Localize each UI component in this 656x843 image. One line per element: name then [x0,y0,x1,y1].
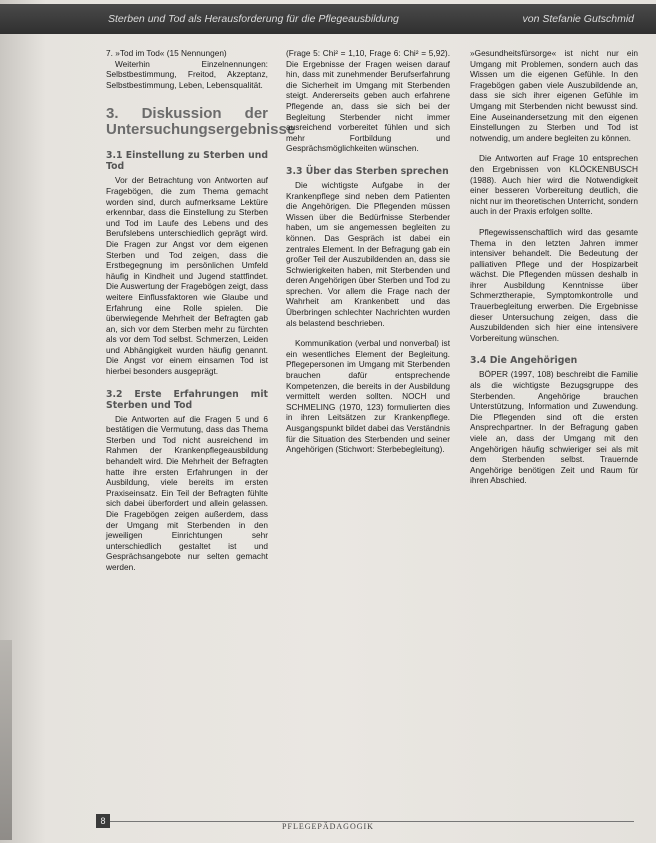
running-head [0,4,656,34]
subsection-heading: 3.2 Erste Erfahrungen mit Sterben und Tod [106,388,268,411]
paragraph: Die Antworten auf die Fragen 5 und 6 bestätigen die Vermutung, dass das Thema Sterben und Tod nicht ausreichend im Rahmen der Krankenpflegeausbildung behandelt wird. Die Mehrheit der Befragten hatte ihre ersten Erfahrungen in der Ausbildung, viele bereits im ersten Praxiseinsatz. Ein Teil der Befragten fühlte sich dabei überfordert und allein gelassen. Die Fragebögen zeigen außerdem, dass der Umgang mit Sterbenden in den jeweiligen Einrichtungen sehr unterschiedlich gestaltet ist und Gesprächsangebote nur selten gemacht werden. [106,413,268,572]
column-2 [286,48,450,455]
paragraph: BÖPER (1997, 108) beschreibt die Familie als die wichtigste Bezugsgruppe des Sterbenden. Angehörige brauchen Unterstützung, Information und Zuwendung. Die Pflegenden sind oft die ersten Ansprechpartner. In der Befragung gaben viele an, dass der Umgang mit den Angehörigen häufig schwieriger sei als mit dem Sterbenden selbst. Trauernde Angehörige benötigen Zeit und Raum für ihren Abschied. [470,369,638,486]
section-heading: 3. Diskussion der Untersuchungsergebnisse [106,105,296,139]
journal-name: PFLEGEPÄDAGOGIK [282,822,374,831]
paragraph: »Gesundheitsfürsorge« ist nicht nur ein Umgang mit Problemen, sondern auch das Wissen um die eigenen Gefühle. In den Fragebögen gaben viele Auszubildende an, dass sie sich ihrer eigenen Gefühle im Umgang mit Sterbenden nicht bewusst sind. Eine Auseinandersetzung mit den eigenen Einstellungen zu Sterben und Tod ist notwendig, um andere begleiten zu können. [470,48,638,143]
subsection-heading: 3.4 Die Angehörigen [470,355,578,367]
subsection-heading: 3.1 Einstellung zu Sterben und Tod [106,150,268,173]
paragraph: Die Antworten auf Frage 10 entsprechen den Ergebnissen von KLÖCKENBUSCH (1988). Auch hier wird die Notwendigkeit einer besseren Vorbereitung deutlich, die nicht nur im theoretischen Unterricht, sondern auch in der Praxis erfolgen sollte. [470,153,638,217]
paragraph: Kommunikation (verbal und nonverbal) ist ein wesentliches Element der Begleitung. Pflegepersonen im Umgang mit Sterbenden brauchen dafür entsprechende Kompetenzen, die bereits in der Ausbildung vermittelt werden sollten. NOCH und SCHMELING (1970, 123) formulierten dies in ihren Leitsätzen zur Krankenpflege. Ausgangspunkt bildet dabei das Verständnis für die Situation des Sterbenden und seiner Angehörigen (Stichwort: Sterbebegleitung). [286,338,450,455]
paragraph: (Frage 5: Chi² = 1,10, Frage 6: Chi² = 5,92). Die Ergebnisse der Fragen weisen darauf hin, dass mit zunehmender Berufserfahrung die Sicherheit im Umgang mit Sterbenden steigt. Andererseits geben auch erfahrene Pflegende an, dass sie sich bei der Begleitung Sterbender nicht immer ausreichend vorbereitet fühlen und sich mehr Fortbildung und Gesprächsmöglichkeiten wünschen. [286,48,450,154]
header-title: Sterben und Tod als Herausforderung für die Pflegeausbildung [108,13,399,25]
subsection-heading: 3.3 Über das Sterben sprechen [286,165,449,177]
page-edge-shadow [0,640,12,840]
column-3 [470,48,638,486]
header-author: von Stefanie Gutschmid [522,13,634,25]
page-number: 8 [96,814,110,828]
paragraph: Vor der Betrachtung von Antworten auf Fragebögen, die zum Thema gemacht worden sind, durch aufmerksame Lektüre erkennbar, dass die Einstellung zu Sterben und Tod im Laufe des Lebens und des Berufslebens unterschiedlich geprägt wird. Die Fragen zur Angst vor dem eigenen Sterben und Tod zeigen, dass die Erstbegegnung im persönlichen Umfeld häufig in Kindheit und Jugend stattfindet. Die Auswertung der Fragebögen zeigt, dass weitere Einflussfaktoren wie Glaube und Erfahrung eine Rolle spielen. Die überwiegende Mehrheit der Befragten gab an, sich vor dem Sterben mehr zu fürchten als vor dem Tod selbst. Schmerzen, Leiden und Abhängigkeit wurden häufig genannt. Die Angst vor einem einsamen Tod ist hierbei besonders ausgeprägt. [106,175,268,377]
paragraph: Pflegewissenschaftlich wird das gesamte Thema in den letzten Jahren immer intensiver behandelt. Die Bedeutung der palliativen Pflege und der Hospizarbeit wächst. Die Pflegenden müssen deshalb in ihrer Ausbildung Kenntnisse über Schmerztherapie, Symptomkontrolle und Trauerbegleitung erwerben. Die Ergebnisse dieser Untersuchung zeigen, dass die Auszubildenden sich hier eine intensivere Vorbereitung wünschen. [470,226,638,343]
list-item: Weiterhin Einzelnennungen: Selbstbestimmung, Freitod, Akzeptanz, Selbstbestimmung, Leben, Lebensqualität. [106,58,268,90]
paragraph: Die wichtigste Aufgabe in der Krankenpflege sind neben dem Patienten die Angehörigen. Die Pflegenden müssen Wissen über die Bedürfnisse Sterbender haben, um sie angemessen begleiten zu können. Das Gespräch ist dabei ein zentrales Element. In der Befragung gab ein großer Teil der Auszubildenden an, dass sie Schwierigkeiten haben, mit Sterbenden und deren Angehörigen über Sterben und Tod zu sprechen. Vor allem die Frage nach der Wahrheit am Krankenbett und das Überbringen schlechter Nachrichten wurden als belastend beschrieben. [286,179,450,328]
column-1 [106,48,296,573]
list-item: 7. »Tod im Tod« (15 Nennungen) [106,48,227,58]
